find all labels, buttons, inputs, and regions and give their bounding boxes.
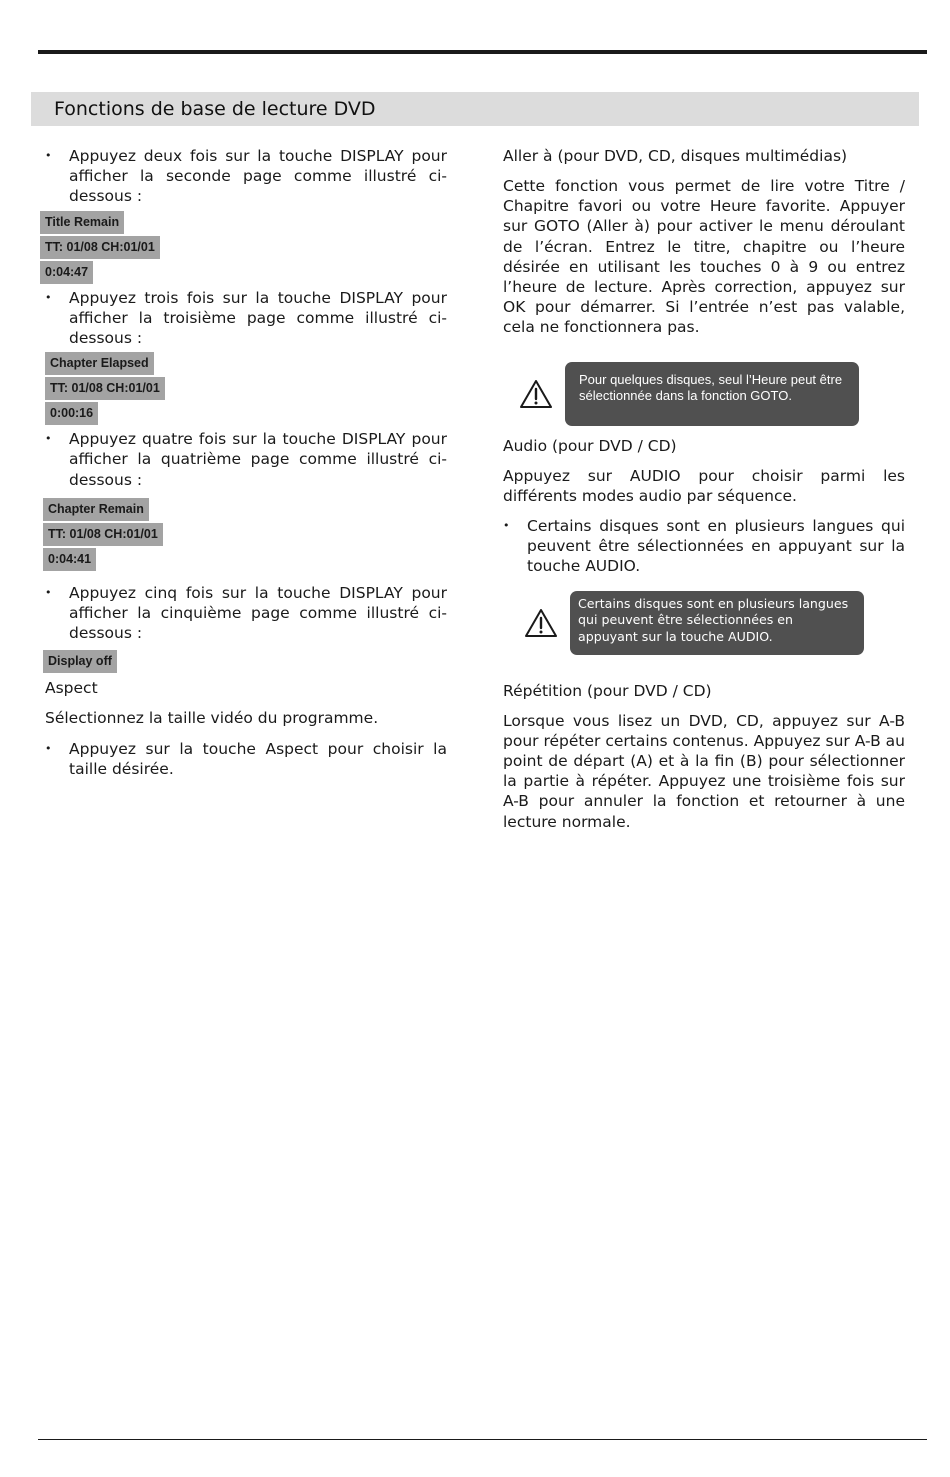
repeat-text: Lorsque vous lisez un DVD, CD, appuyez sur A-B pour répéter certains contenus. Appuyez sur A-B au point de départ (A) et à la fin (B) pour sélectionner la partie à répéter. Appuyez une troisième fois sur A-B pour annuler la fonction et retourner à une lecture normale. bbox=[503, 711, 905, 831]
audio-text: Appuyez sur AUDIO pour choisir parmi les différents modes audio par séquence. bbox=[503, 466, 905, 505]
goto-note bbox=[519, 362, 905, 426]
display-thrice-bullet: • Appuyez trois fois sur la touche DISPLAY pour afficher la troisième page comme illustré ci-dessous : bbox=[45, 288, 447, 349]
osd-chapter-elapsed: Chapter Elapsed bbox=[45, 352, 447, 375]
osd-title-remain: Title Remain bbox=[40, 211, 447, 234]
osd-group-4 bbox=[43, 650, 447, 673]
display-twice-bullet: • Appuyez deux fois sur la touche DISPLAY pour afficher la seconde page comme illustré ci-dessous : bbox=[45, 146, 447, 207]
repeat-heading: Répétition (pour DVD / CD) bbox=[503, 681, 712, 700]
display-bullet-list-1 bbox=[45, 146, 447, 207]
audio-bullet-list bbox=[503, 516, 905, 577]
aspect-text: Sélectionnez la taille vidéo du programme. bbox=[45, 709, 379, 728]
aspect-bullet-list bbox=[45, 739, 447, 779]
warning-icon bbox=[519, 379, 553, 409]
top-rule bbox=[38, 50, 927, 54]
display-four-times-bullet: • Appuyez quatre fois sur la touche DISPLAY pour afficher la quatrième page comme illustré ci-dessous : bbox=[45, 429, 447, 490]
audio-heading: Audio (pour DVD / CD) bbox=[503, 436, 677, 455]
osd-display-off: Display off bbox=[43, 650, 447, 673]
bottom-rule bbox=[38, 1439, 927, 1440]
osd-track-chapter: TT: 01/08 CH:01/01 bbox=[40, 236, 447, 259]
goto-text: Cette fonction vous permet de lire votre Titre / Chapitre favori ou votre Heure favorite. Appuyer sur GOTO (Aller à) pour activer le menu déroulant de l’écran. Entrez le titre, chapitre ou l’heure désirée en utilisant les touches 0 à 9 ou entrez l’heure de lecture. Après correction, appuyez sur OK pour démarrer. Si l’entrée n’est pas valable, cela ne fonctionnera pas. bbox=[503, 177, 905, 337]
aspect-bullet: • Appuyez sur la touche Aspect pour choisir la taille désirée. bbox=[45, 739, 447, 779]
audio-note bbox=[524, 591, 905, 655]
warning-icon bbox=[524, 608, 558, 638]
osd-time: 0:04:41 bbox=[43, 548, 447, 571]
section-header: Fonctions de base de lecture DVD bbox=[31, 92, 919, 126]
display-bullet-list-3 bbox=[45, 429, 447, 490]
osd-group-2 bbox=[45, 352, 447, 425]
goto-heading: Aller à (pour DVD, CD, disques multimédias) bbox=[503, 147, 848, 165]
osd-track-chapter: TT: 01/08 CH:01/01 bbox=[45, 377, 447, 400]
osd-group-3 bbox=[43, 498, 447, 571]
note-box-goto: Pour quelques disques, seul l’Heure peut être sélectionnée dans la fonction GOTO. bbox=[565, 362, 859, 426]
osd-chapter-remain: Chapter Remain bbox=[43, 498, 447, 521]
right-column bbox=[503, 146, 905, 832]
osd-time: 0:04:47 bbox=[40, 261, 447, 284]
osd-track-chapter: TT: 01/08 CH:01/01 bbox=[43, 523, 447, 546]
display-bullet-list-2 bbox=[45, 288, 447, 349]
left-column bbox=[45, 146, 447, 779]
osd-time: 0:00:16 bbox=[45, 402, 447, 425]
note-box-audio: Certains disques sont en plusieurs langues qui peuvent être sélectionnées en appuyant sur la touche AUDIO. bbox=[570, 591, 864, 655]
display-bullet-list-4 bbox=[45, 583, 447, 644]
display-five-times-bullet: • Appuyez cinq fois sur la touche DISPLAY pour afficher la cinquième page comme illustré ci-dessous : bbox=[45, 583, 447, 644]
audio-bullet: • Certains disques sont en plusieurs langues qui peuvent être sélectionnées en appuyant sur la touche AUDIO. bbox=[503, 516, 905, 577]
osd-group-1 bbox=[40, 211, 447, 284]
aspect-heading: Aspect bbox=[45, 679, 98, 698]
